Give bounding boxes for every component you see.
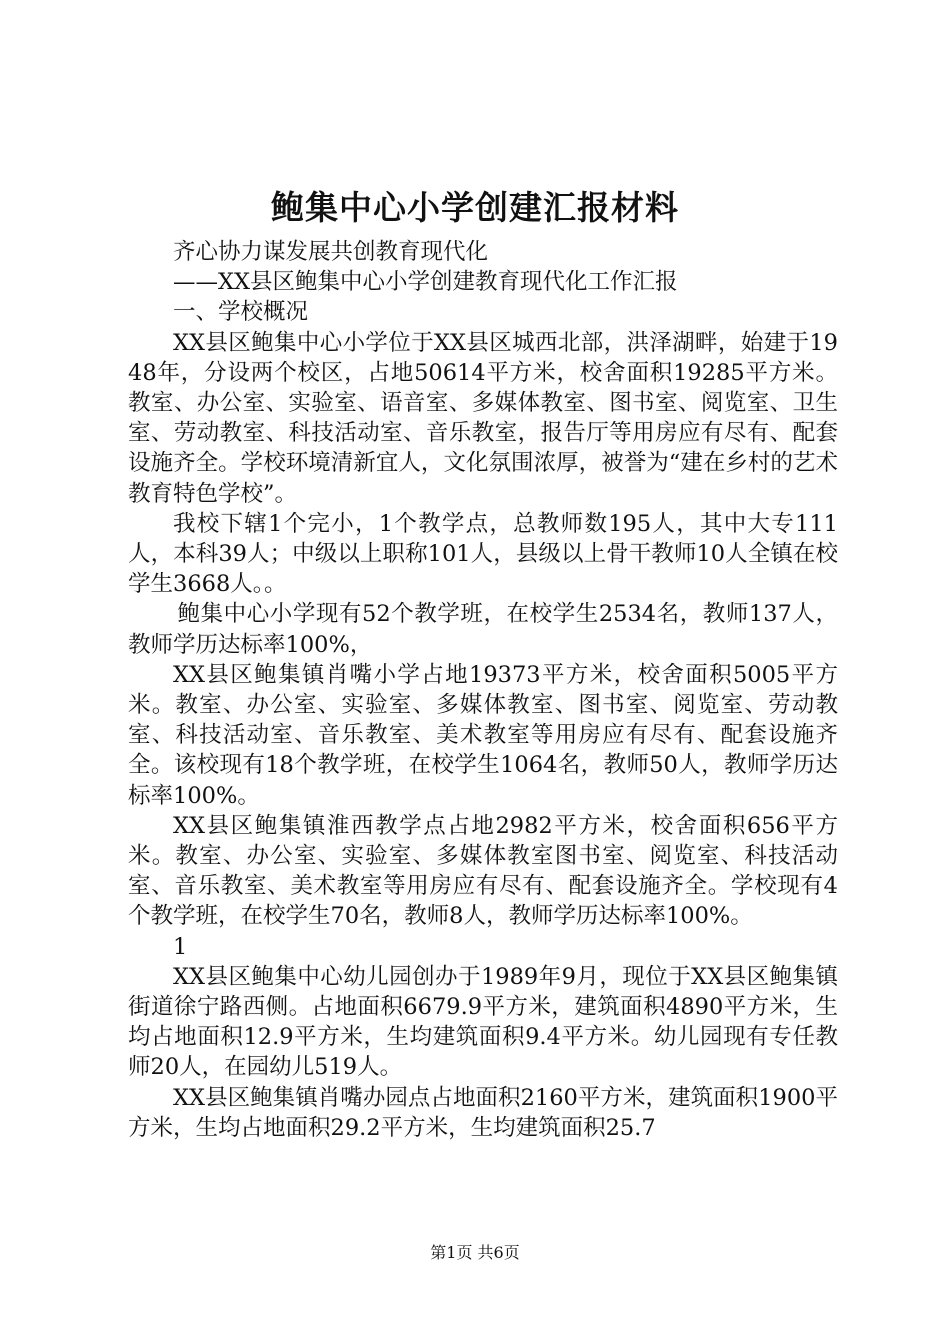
report-heading: ——XX县区鲍集中心小学创建教育现代化工作汇报 (173, 269, 678, 296)
paragraph-central-school: 鲍集中心小学现有52个教学班，在校学生2534名，教师137人，教师学历达标率100%， (128, 601, 838, 658)
paragraph-xiaozui-school: XX县区鲍集镇肖嘴小学占地19373平方米，校舍面积5005平方米。教室、办公室、实验室、多媒体教室、图书室、阅览室、劳动教室、科技活动室、音乐教室、美术教室等用房应有尽有、配套设施齐全。该校现有18个教学班，在校学生1064名，教师50人，教师学历达标率100%。 (128, 661, 838, 809)
paragraph-huaixi-school: XX县区鲍集镇淮西教学点占地2982平方米，校舍面积656平方米。教室、办公室、实验室、多媒体教室图书室、阅览室、科技活动室、音乐教室、美术教室等用房应有尽有、配套设施齐全。学校现有4个教学班，在校学生70名，教师8人，教师学历达标率100%。 (128, 812, 838, 930)
page-footer: 第1页 共6页 (430, 1243, 520, 1262)
document-title: 鲍集中心小学创建汇报材料 (271, 188, 679, 227)
subtitle: 齐心协力谋发展共创教育现代化 (173, 239, 489, 265)
paragraph-xiaozui-kindergarten: XX县区鲍集镇肖嘴办园点占地面积2160平方米，建筑面积1900平方米，生均占地面积29.2平方米，生均建筑面积25.7 (128, 1084, 838, 1141)
paragraph-kindergarten: XX县区鲍集中心幼儿园创办于1989年9月，现位于XX县区鲍集镇街道徐宁路西侧。占地面积6679.9平方米，建筑面积4890平方米，生均占地面积12.9平方米，生均建筑面积9.4平方米。幼儿园现有专任教师20人，在园幼儿519人。 (128, 963, 838, 1081)
paragraph-teachers: 我校下辖1个完小，1个教学点，总教师数195人，其中大专111人，本科39人；中级以上职称101人，县级以上骨干教师10人全镇在校学生3668人。。 (128, 510, 838, 598)
section-heading: 一、学校概况 (173, 299, 309, 326)
paragraph-school-overview: XX县区鲍集中心小学位于XX县区城西北部，洪泽湖畔，始建于1948年，分设两个校区，占地50614平方米，校舍面积19285平方米。教室、办公室、实验室、语音室、多媒体教室、图书室、阅览室、卫生室、劳动教室、科技活动室、音乐教室，报告厅等用房应有尽有、配套设施齐全。学校环境清新宜人，文化氛围浓厚，被誉为“建在乡村的艺术教育特色学校”。 (128, 329, 838, 507)
document-body (128, 237, 838, 1143)
page-marker: 1 (173, 933, 188, 960)
